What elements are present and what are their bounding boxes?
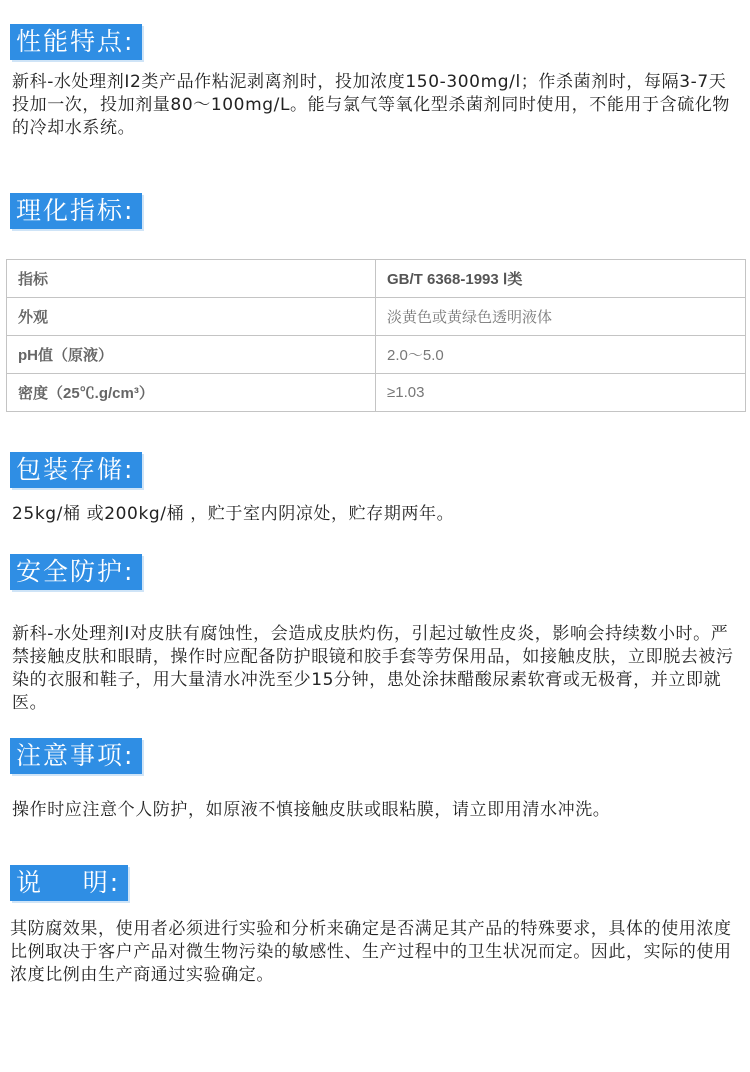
description-heading: 说 明:	[10, 865, 128, 901]
table-cell-value: 2.0～5.0	[376, 336, 746, 374]
description-text: 其防腐效果，使用者必须进行实验和分析来确定是否满足其产品的特殊要求，具体的使用浓度比例取决于客户产品对微生物污染的敏感性、生产过程中的卫生状况而定。因此，实际的使用浓度比例由生产商通过实验确定。	[10, 919, 732, 985]
table-cell-name: 密度（25℃.g/cm³）	[7, 374, 376, 412]
packaging-text: 25kg/桶 或200kg/桶 ，贮于室内阴凉处，贮存期两年。	[12, 504, 455, 524]
table-row	[7, 336, 746, 374]
notes-heading: 注意事项:	[10, 738, 142, 774]
table-cell-value: ≥1.03	[376, 374, 746, 412]
table-row	[7, 298, 746, 336]
table-cell-name: pH值（原液）	[7, 336, 376, 374]
features-text: 新科-水处理剂I2类产品作粘泥剥离剂时，投加浓度150-300mg/l；作杀菌剂时，每隔3-7天投加一次，投加剂量80～100mg/L。能与氯气等氧化型杀菌剂同时使用，不能用于含硫化物的冷却水系统。	[12, 72, 731, 138]
table-cell-name: 外观	[7, 298, 376, 336]
table-header-name: 指标	[7, 260, 376, 298]
features-heading: 性能特点:	[10, 24, 142, 60]
specs-heading: 理化指标:	[10, 193, 142, 229]
table-row	[7, 374, 746, 412]
specs-table	[6, 259, 746, 412]
safety-heading: 安全防护:	[10, 554, 142, 590]
table-cell-value: 淡黄色或黄绿色透明液体	[376, 298, 746, 336]
notes-text: 操作时应注意个人防护，如原液不慎接触皮肤或眼粘膜，请立即用清水冲洗。	[12, 800, 611, 820]
packaging-heading: 包装存储:	[10, 452, 142, 488]
table-header-value: GB/T 6368-1993 Ⅰ类	[376, 260, 746, 298]
table-header-row	[7, 260, 746, 298]
safety-text: 新科-水处理剂I对皮肤有腐蚀性，会造成皮肤灼伤，引起过敏性皮炎，影响会持续数小时。严禁接触皮肤和眼睛，操作时应配备防护眼镜和胶手套等劳保用品，如接触皮肤，立即脱去被污染的衣服和鞋子，用大量清水冲洗至少15分钟，患处涂抹醋酸尿素软膏或无极膏，并立即就医。	[12, 624, 734, 713]
